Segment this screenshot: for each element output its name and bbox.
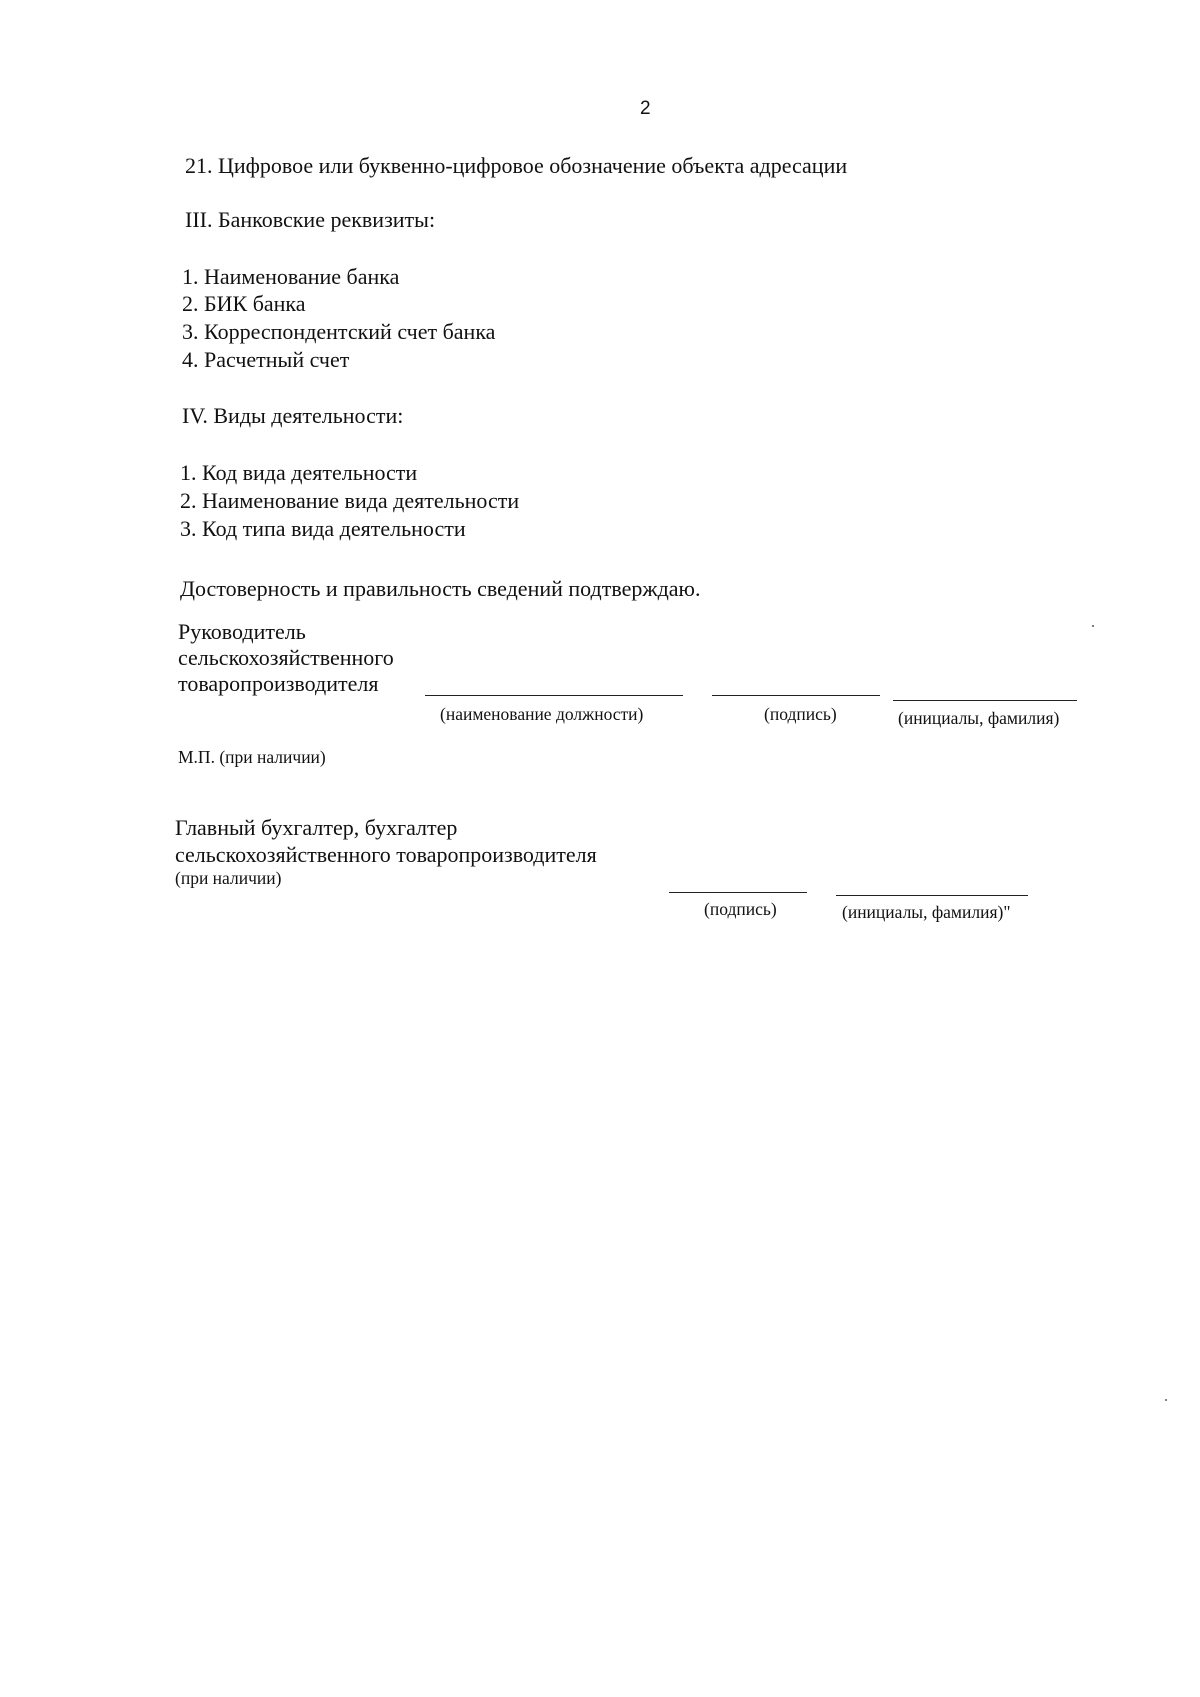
list-item: 2. Наименование вида деятельности [180, 488, 520, 513]
stamp-note: М.П. (при наличии) [178, 747, 326, 767]
accountant-name-line [836, 895, 1028, 896]
section-iii-heading: III. Банковские реквизиты: [185, 207, 436, 232]
accountant-title-line: Главный бухгалтер, бухгалтер [175, 815, 458, 840]
position-caption: (наименование должности) [440, 704, 644, 724]
head-title-line: сельскохозяйственного [178, 645, 394, 670]
accountant-note: (при наличии) [175, 868, 282, 888]
name-signature-line [893, 700, 1077, 701]
page-number: 2 [640, 98, 651, 119]
list-item: 3. Код типа вида деятельности [180, 516, 466, 541]
list-item: 3. Корреспондентский счет банка [182, 319, 496, 344]
scan-speck [1165, 1399, 1167, 1401]
signature-caption: (подпись) [764, 704, 837, 724]
list-item: 4. Расчетный счет [182, 347, 350, 372]
list-item: 1. Наименование банка [182, 264, 400, 289]
list-item: 2. БИК банка [182, 291, 306, 316]
position-signature-line [425, 695, 683, 696]
accountant-signature-line [669, 892, 807, 893]
list-item: 1. Код вида деятельности [180, 460, 418, 485]
accountant-name-caption: (инициалы, фамилия)" [842, 902, 1011, 922]
section-iv-heading: IV. Виды деятельности: [182, 403, 404, 428]
signature-line [712, 695, 880, 696]
head-title-line: товаропроизводителя [178, 671, 379, 696]
name-caption: (инициалы, фамилия) [898, 708, 1060, 728]
item-21: 21. Цифровое или буквенно-цифровое обозначение объекта адресации [185, 153, 848, 178]
scan-speck [1092, 625, 1094, 627]
accountant-signature-caption: (подпись) [704, 899, 777, 919]
head-title-line: Руководитель [178, 619, 306, 644]
confirmation-text: Достоверность и правильность сведений подтверждаю. [180, 576, 701, 601]
accountant-title-line: сельскохозяйственного товаропроизводителя [175, 842, 597, 867]
